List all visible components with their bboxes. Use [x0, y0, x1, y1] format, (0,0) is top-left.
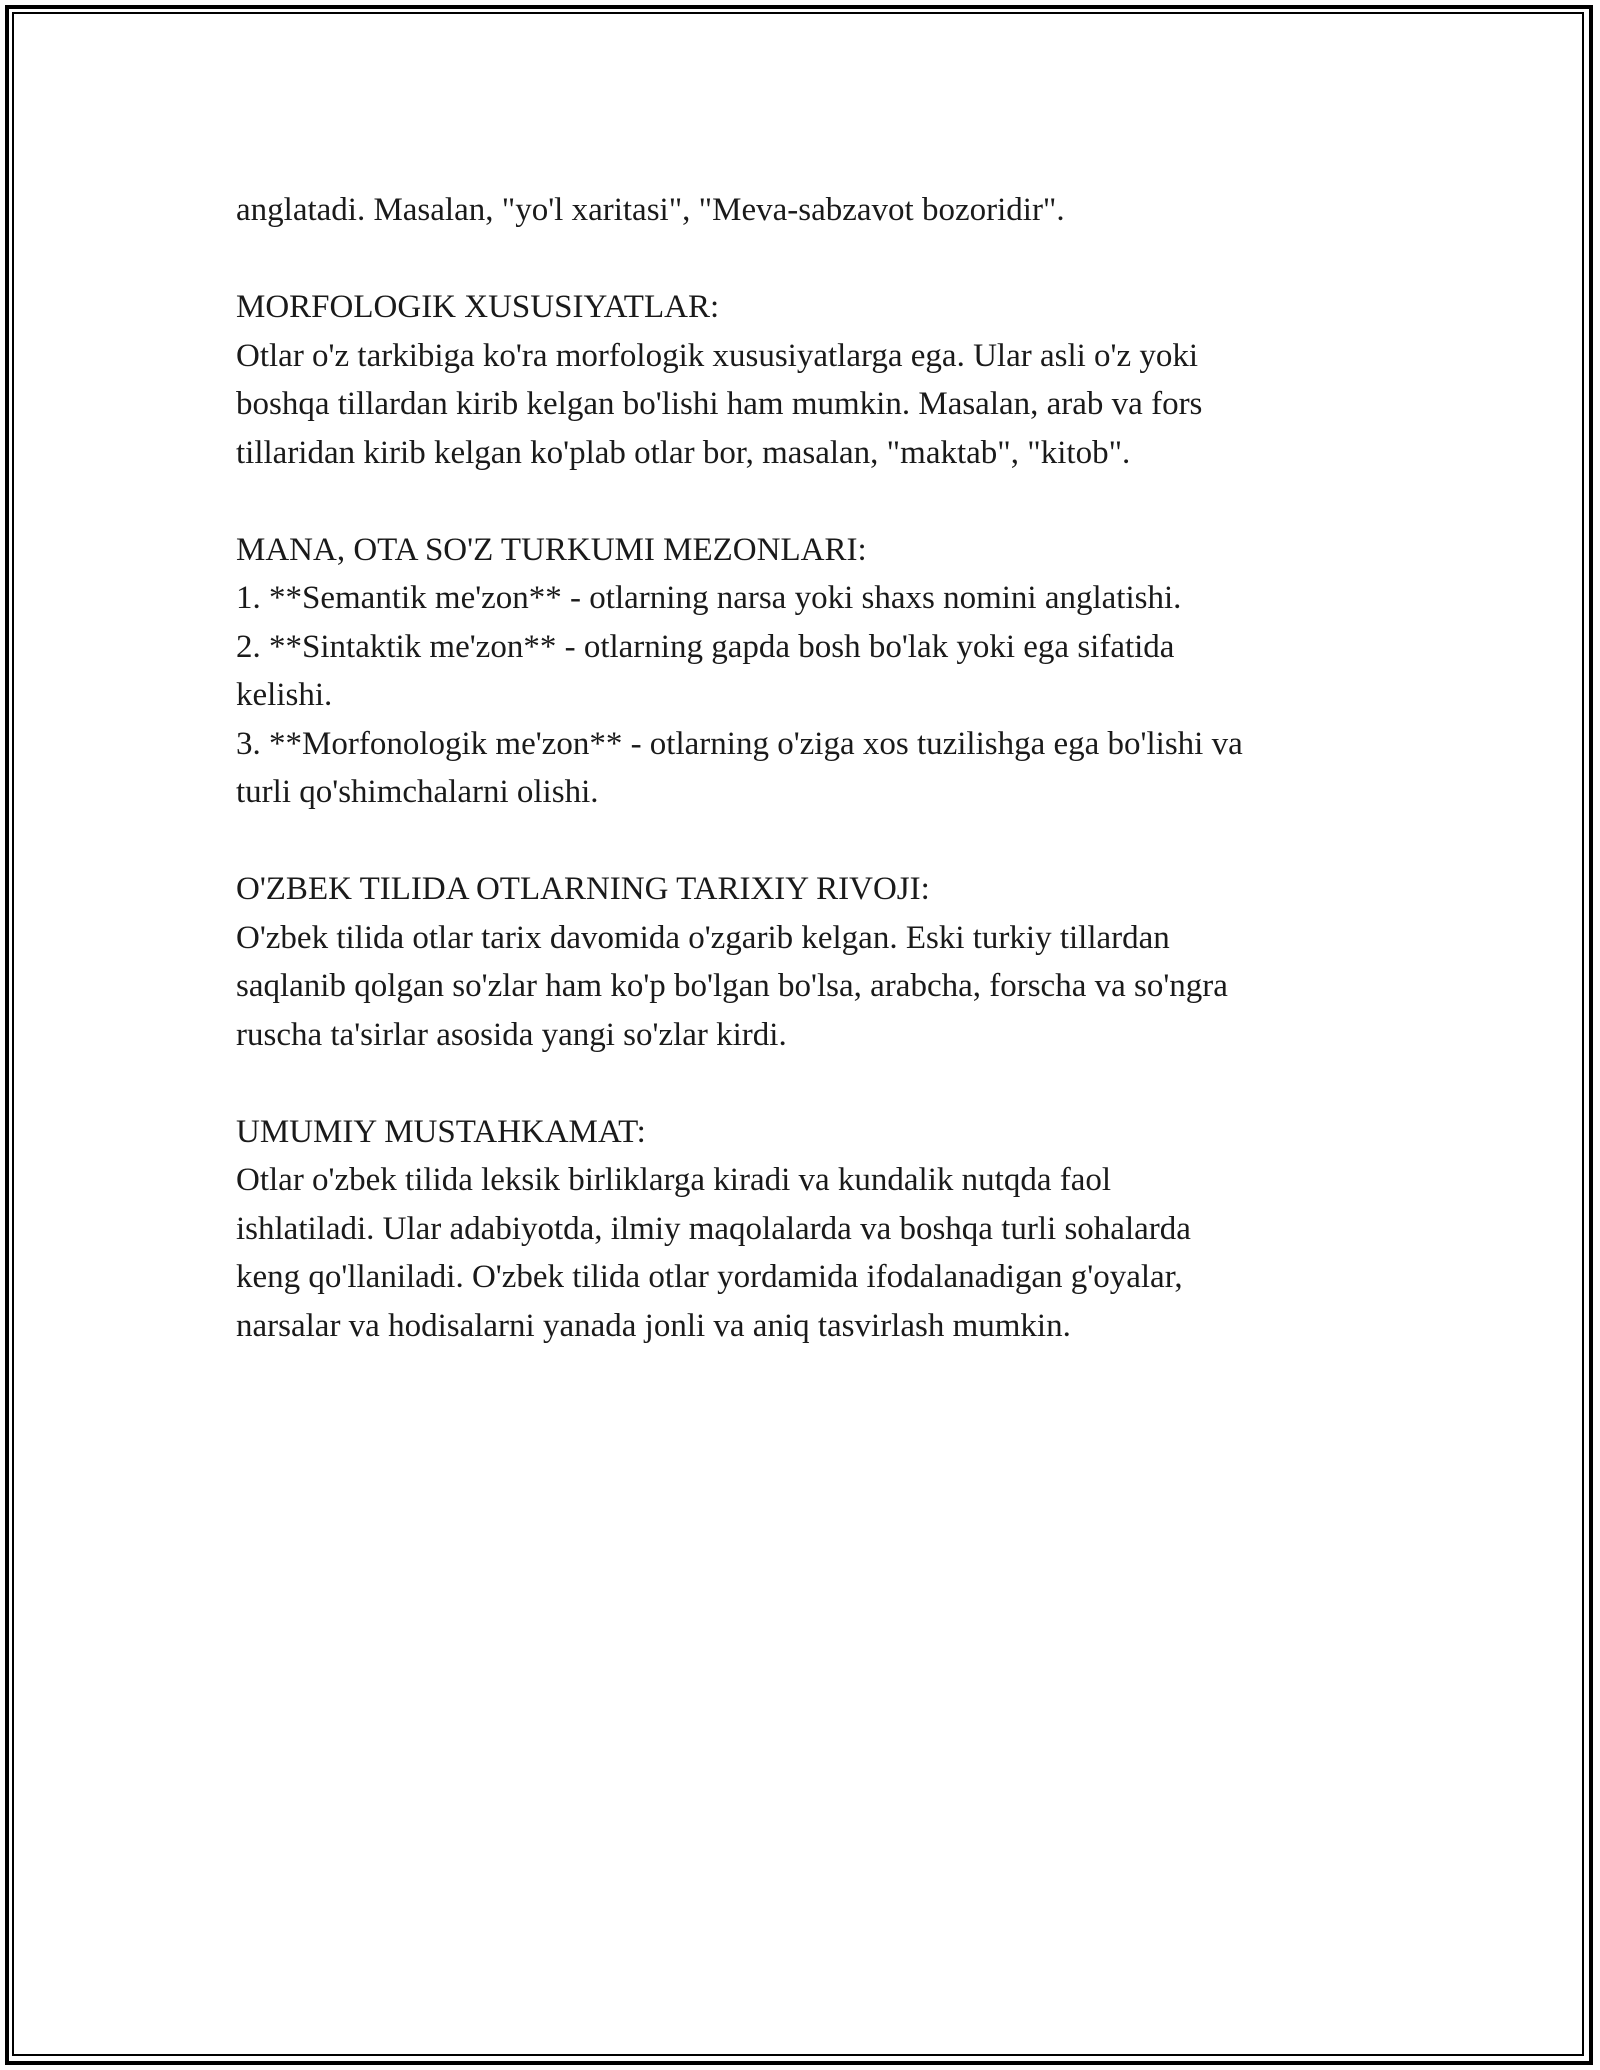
document-body [236, 186, 1376, 1350]
text-line: ishlatiladi. Ular adabiyotda, ilmiy maqolalarda va boshqa turli sohalarda [236, 1210, 1191, 1247]
text-line: ruscha ta'sirlar asosida yangi so'zlar kirdi. [236, 1016, 787, 1053]
text-line: saqlanib qolgan so'zlar ham ko'p bo'lgan bo'lsa, arabcha, forscha va so'ngra [236, 968, 1228, 1004]
text-line: keng qo'llaniladi. O'zbek tilida otlar yordamida ifodalanadigan g'oyalar, [236, 1259, 1183, 1295]
text-line: kelishi. [236, 677, 333, 713]
text-line: boshqa tillardan kirib kelgan bo'lishi ham mumkin. Masalan, arab va fors [236, 386, 1203, 422]
section-heading: O'ZBEK TILIDA OTLARNING TARIXIY RIVOJI: [236, 871, 930, 907]
text-line: tillaridan kirib kelgan ko'plab otlar bor, masalan, "maktab", "kitob". [236, 434, 1131, 471]
text-line: narsalar va hodisalarni yanada jonli va aniq tasvirlash mumkin. [236, 1307, 1071, 1344]
intro-paragraph [236, 186, 1376, 235]
section-mezonlar [236, 526, 1376, 817]
text-line: Otlar o'zbek tilida leksik birliklarga kiradi va kundalik nutqda faol [236, 1162, 1112, 1198]
section-tarixiy-rivoji [236, 865, 1376, 1059]
section-umumiy-mustahkamat [236, 1108, 1376, 1351]
section-morfologik-xususiyatlar [236, 283, 1376, 477]
text-line: anglatadi. Masalan, "yo'l xaritasi", "Meva-sabzavot bozoridir". [236, 192, 1065, 228]
section-heading: UMUMIY MUSTAHKAMAT: [236, 1113, 646, 1150]
list-item-semantik: 1. **Semantik me'zon** - otlarning narsa yoki shaxs nomini anglatishi. [236, 580, 1182, 616]
list-item-sintaktik: 2. **Sintaktik me'zon** - otlarning gapda bosh bo'lak yoki ega sifatida [236, 628, 1175, 665]
section-heading: MORFOLOGIK XUSUSIYATLAR: [236, 289, 720, 325]
text-line: Otlar o'z tarkibiga ko'ra morfologik xususiyatlarga ega. Ular asli o'z yoki [236, 337, 1199, 374]
list-item-morfonologik: 3. **Morfonologik me'zon** - otlarning o'ziga xos tuzilishga ega bo'lishi va [236, 725, 1243, 762]
text-line: O'zbek tilida otlar tarix davomida o'zgarib kelgan. Eski turkiy tillardan [236, 919, 1170, 956]
text-line: turli qo'shimchalarni olishi. [236, 774, 599, 810]
section-heading: MANA, OTA SO'Z TURKUMI MEZONLARI: [236, 531, 867, 568]
